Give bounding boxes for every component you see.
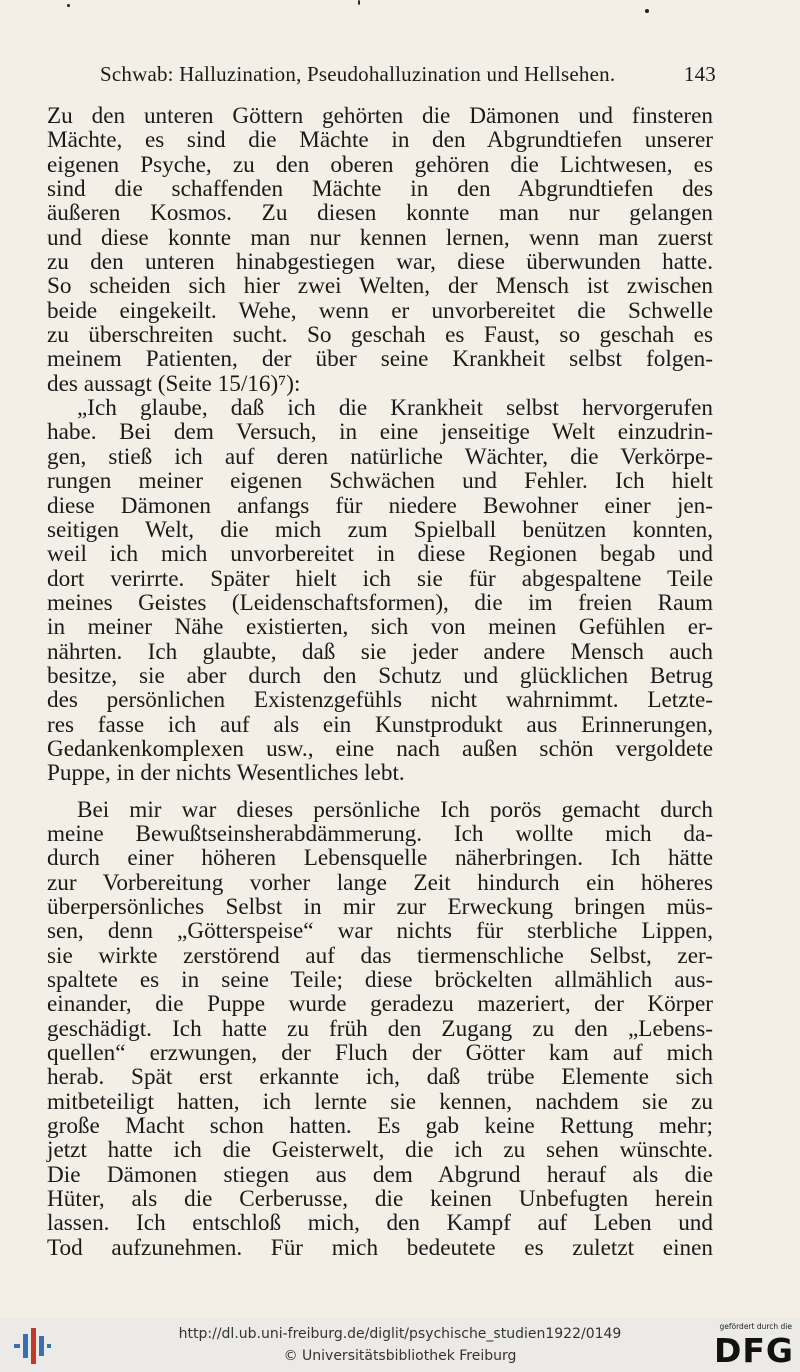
text-line: überpersönliches Selbst in mir zur Erweckung bringen müs- bbox=[47, 894, 713, 920]
text-line: äußeren Kosmos. Zu diesen konnte man nur gelangen bbox=[47, 200, 713, 227]
text-line: einander, die Puppe wurde geradezu mazeriert, der Körper bbox=[47, 991, 713, 1018]
text-line: beide eingekeilt. Wehe, wenn er unvorbereitet die Schwelle bbox=[47, 297, 713, 324]
text-line: sie wirkte zerstörend auf das tiermenschliche Selbst, zer- bbox=[47, 942, 713, 969]
text-line: meines Geistes (Leidenschaftsformen), die im freien Raum bbox=[47, 589, 713, 616]
text-line: jetzt hatte ich die Geisterwelt, die ich zu sehen wünschte. bbox=[47, 1137, 713, 1164]
text-line: mitbeteiligt hatten, ich lernte sie kennen, nachdem sie zu bbox=[47, 1088, 713, 1115]
text-line: zu den unteren hinabgestiegen war, diese überwunden hatte. bbox=[47, 249, 713, 276]
text-line: Mächte, es sind die Mächte in den Abgrundtiefen unserer bbox=[47, 127, 713, 154]
copyright-credit: © Universitätsbibliothek Freiburg bbox=[283, 1348, 517, 1364]
text-line: zur Vorbereitung vorher lange Zeit hindurch ein höheres bbox=[47, 869, 713, 896]
text-line: rungen meiner eigenen Schwächen und Fehler. Ich hielt bbox=[47, 468, 713, 495]
page-number: 143 bbox=[683, 62, 716, 86]
text-line: Hüter, als die Cerberusse, die keinen Unbefugten herein bbox=[47, 1186, 713, 1213]
text-line: und diese konnte man nur kennen lernen, wenn man zuerst bbox=[47, 224, 713, 251]
running-head-title: Schwab: Halluzination, Pseudohalluzination und Hellsehen. bbox=[100, 62, 616, 86]
text-line: besitze, sie aber durch den Schutz und glücklichen Betrug bbox=[47, 662, 713, 689]
text-line: res fasse ich auf als ein Kunstprodukt aus Erinnerungen, bbox=[47, 711, 713, 738]
text-line: nährten. Ich glaubte, daß sie jeder andere Mensch auch bbox=[47, 638, 713, 665]
text-line: des persönlichen Existenzgefühls nicht wahrnimmt. Letzte- bbox=[47, 687, 713, 714]
source-url-link[interactable]: http://dl.ub.uni-freiburg.de/diglit/psychische_studien1922/0149 bbox=[178, 1326, 622, 1342]
text-line: gen, stieß ich auf deren natürliche Wächter, die Verkörpe- bbox=[47, 443, 713, 470]
text-line: weil ich mich unvorbereitet in diese Regionen begab und bbox=[47, 541, 713, 568]
text-line: zu überschreiten sucht. So geschah es Faust, so geschah es bbox=[47, 322, 713, 349]
viewer-footer bbox=[0, 1318, 800, 1372]
text-line: Bei mir war dieses persönliche Ich porös gemacht durch bbox=[77, 796, 713, 823]
text-line: spaltete es in seine Teile; diese bröckelten allmählich aus- bbox=[47, 967, 713, 994]
scan-speck bbox=[358, 0, 360, 5]
text-line: Tod aufzunehmen. Für mich bedeutete es zuletzt einen bbox=[47, 1234, 713, 1261]
text-line: herab. Spät erst erkannte ich, daß trübe Elemente sich bbox=[47, 1064, 713, 1091]
text-line: durch einer höheren Lebensquelle näherbringen. Ich hätte bbox=[47, 845, 713, 872]
text-line: quellen“ erzwungen, der Fluch der Götter kam auf mich bbox=[47, 1040, 713, 1067]
dfg-tagline: gefördert durch die bbox=[719, 1322, 792, 1331]
body-text bbox=[47, 104, 713, 1260]
text-line: habe. Bei dem Versuch, in eine jenseitige Welt einzudrin- bbox=[47, 419, 713, 446]
text-line: geschädigt. Ich hatte zu früh den Zugang zu den „Lebens- bbox=[47, 1015, 713, 1042]
running-head bbox=[100, 62, 716, 92]
text-line: meinem Patienten, der über seine Krankheit selbst folgen- bbox=[47, 346, 713, 373]
text-line: sind die schaffenden Mächte in den Abgrundtiefen des bbox=[47, 176, 713, 203]
dfg-logo bbox=[702, 1322, 794, 1370]
scan-speck bbox=[67, 4, 70, 7]
text-line: eigenen Psyche, zu den oberen gehören die Lichtwesen, es bbox=[47, 151, 713, 178]
text-line: „Ich glaube, daß ich die Krankheit selbst hervorgerufen bbox=[77, 395, 713, 422]
text-line: So scheiden sich hier zwei Welten, der Mensch ist zwischen bbox=[47, 273, 713, 300]
paragraph-gap bbox=[47, 786, 713, 798]
text-line: große Macht schon hatten. Es gab keine Rettung mehr; bbox=[47, 1113, 713, 1140]
text-line: des aussagt (Seite 15/16)⁷): bbox=[47, 370, 301, 397]
text-line: Zu den unteren Göttern gehörten die Dämonen und finsteren bbox=[47, 103, 713, 129]
scan-speck bbox=[645, 9, 649, 13]
text-line: Gedankenkomplexen usw., eine nach außen schön vergoldete bbox=[47, 735, 713, 762]
text-line: lassen. Ich entschloß mich, den Kampf auf Leben und bbox=[47, 1210, 713, 1237]
text-line: in meiner Nähe existierten, sich von meinen Gefühlen er- bbox=[47, 614, 713, 641]
text-line: meine Bewußtseinsherabdämmerung. Ich wollte mich da- bbox=[47, 820, 713, 847]
text-line: Puppe, in der nichts Wesentliches lebt. bbox=[47, 760, 405, 787]
dfg-wordmark: DFG bbox=[713, 1331, 794, 1370]
text-line: seitigen Welt, die mich zum Spielball benützen konnten, bbox=[47, 516, 713, 543]
text-line: dort verirrte. Später hielt ich sie für abgespaltene Teile bbox=[47, 565, 713, 592]
text-line: diese Dämonen anfangs für niedere Bewohner einer jen- bbox=[47, 492, 713, 519]
text-line: Die Dämonen stiegen aus dem Abgrund herauf als die bbox=[47, 1161, 713, 1188]
text-line: sen, denn „Götterspeise“ war nichts für sterbliche Lippen, bbox=[47, 918, 713, 945]
